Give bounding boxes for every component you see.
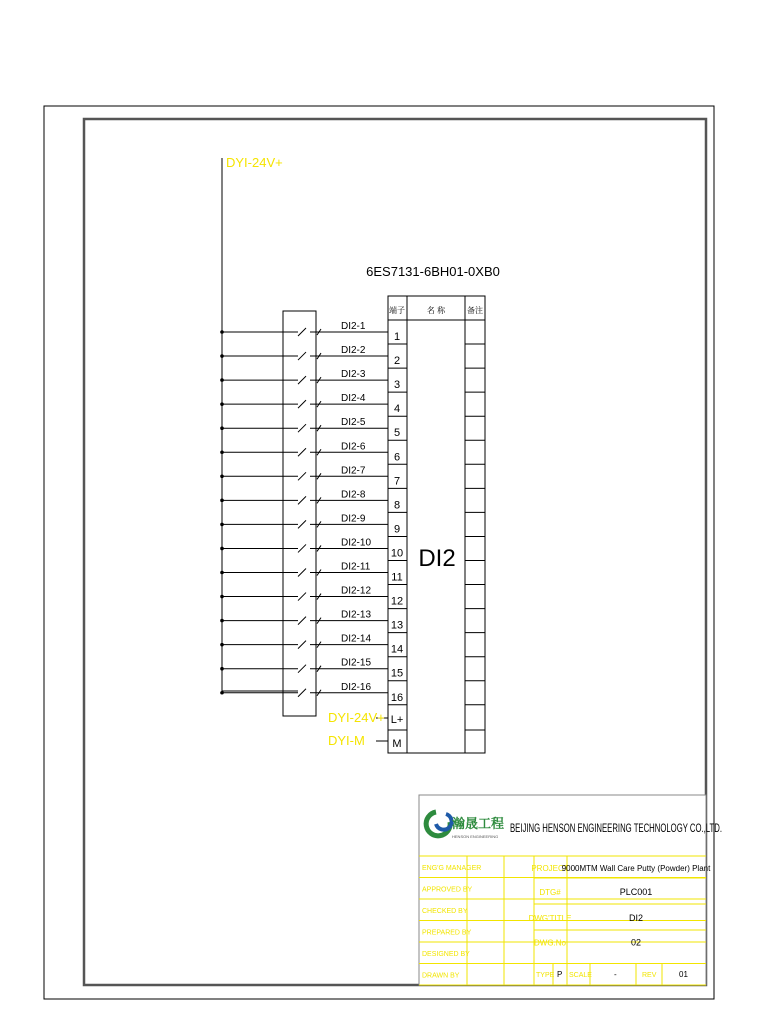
field-device-box (283, 311, 316, 716)
switch-contact (298, 352, 306, 360)
junction-dot (220, 402, 224, 406)
switch-contact (298, 689, 306, 697)
junction-dot (220, 354, 224, 358)
header-remark: 备注 (467, 306, 483, 315)
switch-contact (298, 328, 306, 336)
module-part-number: 6ES7131-6BH01-0XB0 (366, 264, 500, 279)
channel-tag: DI2-8 (341, 489, 366, 501)
header-name: 名 称 (426, 306, 446, 315)
tb-type-label: TYPE (536, 972, 555, 979)
terminal-number: 15 (390, 667, 404, 680)
tb-type-value: P (557, 970, 563, 979)
tb-role-label: CHECKED BY (422, 908, 468, 915)
tb-role-label: ENG'G MANAGER (422, 865, 482, 872)
channel-tag: DI2-14 (341, 633, 372, 645)
channel-tag: DI2-2 (341, 345, 366, 357)
channel-tag: DI2-6 (341, 441, 366, 453)
switch-contact (298, 569, 306, 577)
switch-contact (298, 424, 306, 432)
tb-role-label: DRAWN BY (422, 972, 460, 980)
tb-field-value: PLC001 (619, 887, 653, 897)
module-table (388, 296, 485, 753)
terminal-number: 9 (393, 523, 401, 536)
tb-field-label: DWG'TITLE (528, 914, 572, 923)
tb-field-label: PROJECT (531, 864, 569, 873)
switch-contact (298, 496, 306, 504)
switch-contact (298, 593, 306, 601)
header-terminal: 端子 (389, 306, 405, 315)
channel-tag: DI2-1 (341, 321, 366, 332)
company-name: BEIJING HENSON ENGINEERING TECHNOLOGY CO.,LTD. (510, 821, 722, 835)
junction-dot (220, 499, 224, 503)
junction-dot (220, 667, 224, 671)
switch-contact (298, 448, 306, 456)
junction-dot (220, 330, 224, 334)
tb-scale-label: SCALE (569, 972, 592, 979)
tb-field-value: 9000MTM Wall Care Putty (Powder) Plant (561, 864, 711, 873)
junction-dot (220, 426, 224, 430)
junction-dot (220, 595, 224, 599)
tb-field-value: DI2 (628, 913, 644, 923)
switch-contact (298, 400, 306, 408)
channel-tag: DI2-11 (341, 561, 371, 573)
switch-contact (298, 617, 306, 625)
channel-tag: DI2-7 (341, 465, 366, 477)
tb-field-label: DTG# (539, 888, 561, 897)
lplus-supply-label: DYI-24V+ (328, 710, 385, 725)
junction-dot (220, 571, 224, 575)
channel-tag: DI2-12 (341, 585, 372, 597)
terminal-number: 11 (391, 571, 403, 584)
channel-tag: DI2-3 (341, 369, 366, 381)
title-block (419, 795, 722, 985)
channel-rows (220, 321, 485, 705)
junction-dot (220, 378, 224, 382)
terminal-number: 14 (390, 643, 404, 656)
channel-tag: DI2-15 (341, 657, 372, 669)
terminal-lplus: L+ (390, 714, 404, 726)
terminal-number: 13 (390, 619, 404, 632)
channel-tag: DI2-10 (341, 537, 372, 549)
switch-contact (298, 641, 306, 649)
terminal-number: 10 (390, 547, 404, 560)
tb-field-value: 02 (630, 937, 642, 948)
terminal-number: 16 (390, 691, 404, 704)
supply-label: DYI-24V+ (226, 155, 283, 170)
terminal-number: 6 (393, 451, 401, 464)
terminal-number: 7 (393, 475, 401, 488)
terminal-number: 3 (393, 379, 401, 392)
junction-dot (220, 691, 224, 695)
tb-role-label: PREPARED BY (422, 929, 472, 937)
channel-tag: DI2-4 (341, 393, 366, 405)
switch-contact (298, 376, 306, 384)
junction-dot (220, 619, 224, 623)
switch-contact (298, 665, 306, 673)
logo-text: 瀚晟工程 (452, 816, 505, 831)
channel-tag: DI2-9 (341, 513, 366, 525)
module-name: DI2 (418, 545, 456, 572)
terminal-m: M (392, 738, 402, 750)
terminal-number: 8 (393, 499, 401, 512)
terminal-number: 2 (393, 355, 401, 368)
tb-role-label: DESIGNED BY (422, 951, 470, 958)
switch-contact (298, 472, 306, 480)
junction-dot (220, 450, 224, 454)
switch-contact (298, 544, 306, 552)
junction-dot (220, 475, 224, 479)
terminal-number: 5 (393, 427, 401, 440)
tb-role-label: APPROVED BY (422, 886, 473, 894)
tb-field-label: DWG.No (534, 938, 566, 948)
switch-contact (298, 520, 306, 528)
terminal-number: 12 (390, 595, 404, 608)
channel-tag: DI2-16 (341, 681, 372, 693)
junction-dot (220, 523, 224, 527)
logo-subtext: HENSON ENGINEERING (452, 834, 499, 839)
tb-rev-label: REV (642, 972, 657, 979)
terminal-number: 4 (393, 403, 401, 416)
tb-scale-value: - (614, 970, 617, 979)
terminal-number: 1 (393, 331, 401, 343)
channel-tag: DI2-5 (341, 417, 366, 429)
channel-tag: DI2-13 (341, 609, 372, 621)
junction-dot (220, 547, 224, 551)
junction-dot (220, 643, 224, 647)
tb-rev-value: 01 (679, 970, 688, 979)
m-supply-label: DYI-M (328, 733, 365, 748)
